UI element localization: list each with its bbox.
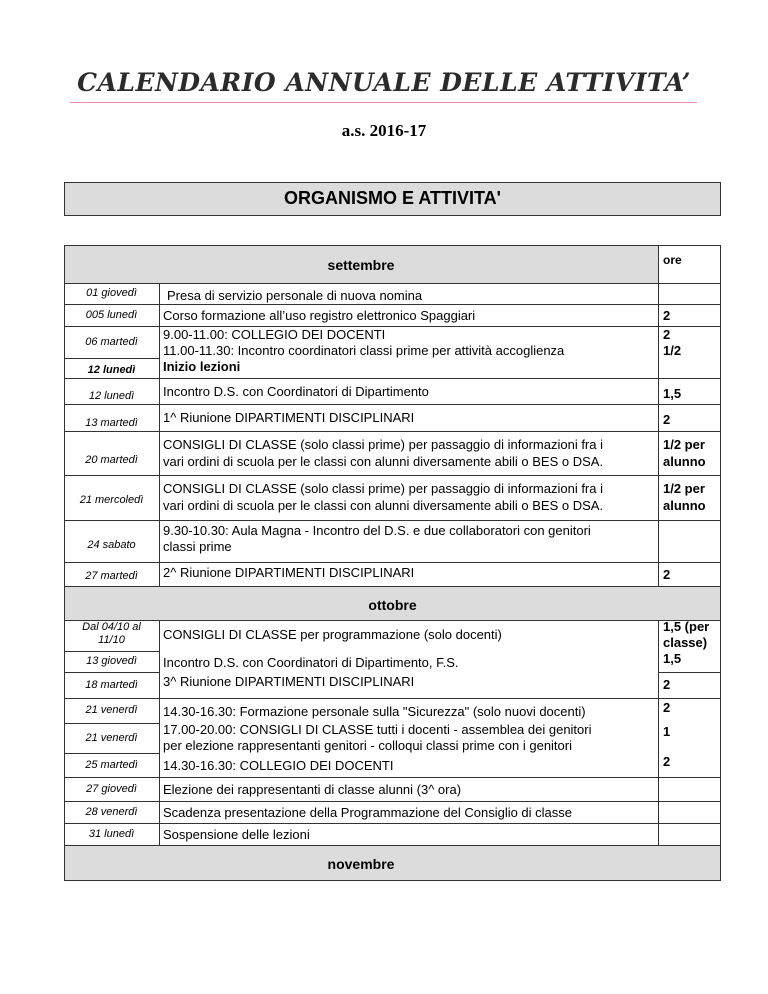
row-activity: Incontro D.S. con Coordinatori di Dipartimento bbox=[163, 384, 429, 399]
row-ore: 2 bbox=[663, 677, 671, 692]
row-date: 13 martedì bbox=[85, 417, 138, 429]
row-date: 24 sabato bbox=[87, 539, 136, 551]
row-ore: 1/2 per bbox=[663, 437, 705, 452]
row-activity: 17.00-20.00: CONSIGLI DI CLASSE tutti i docenti - assemblea dei genitori bbox=[163, 722, 592, 737]
row-activity: 2^ Riunione DIPARTIMENTI DISCIPLINARI bbox=[163, 565, 415, 580]
ore-header: ore bbox=[663, 253, 682, 267]
row-activity: Incontro D.S. con Coordinatori di Dipartimento, F.S. bbox=[163, 655, 459, 670]
row-date: 21 mercoledì bbox=[79, 494, 144, 506]
row-date: 18 martedì bbox=[85, 679, 138, 691]
row-ore: 1,5 bbox=[663, 651, 682, 666]
row-activity-line2: vari ordini di scuola per le classi con alunni diversamente abili o BES o DSA. bbox=[163, 498, 604, 513]
row-date: Dal 04/10 al bbox=[82, 621, 141, 633]
section-title: ORGANISMO E ATTIVITA' bbox=[284, 188, 501, 208]
row-ore: 2 bbox=[663, 327, 671, 342]
month-label: novembre bbox=[327, 856, 395, 872]
row-activity: 9.30-10.30: Aula Magna - Incontro del D.S. e due collaboratori con genitori bbox=[163, 523, 591, 538]
row-date-line2: 11/10 bbox=[98, 634, 125, 646]
month-label: ottobre bbox=[368, 597, 417, 613]
row-activity: CONSIGLI DI CLASSE per programmazione (solo docenti) bbox=[163, 627, 502, 642]
row-activity-line2: 11.00-11.30: Incontro coordinatori classi prime per attività accoglienza bbox=[163, 343, 565, 358]
row-ore: 2 bbox=[663, 412, 671, 427]
row-ore: 1,5 bbox=[663, 386, 682, 401]
row-ore: 1,5 (per bbox=[663, 619, 710, 634]
row-activity: 1^ Riunione DIPARTIMENTI DISCIPLINARI bbox=[163, 410, 415, 425]
row-ore: 1 bbox=[663, 724, 671, 739]
row-ore-line2: 1/2 bbox=[663, 343, 682, 358]
row-date: 28 venerdì bbox=[85, 806, 138, 818]
row-ore-line2: alunno bbox=[663, 454, 706, 469]
row-activity: Corso formazione all’uso registro elettronico Spaggiari bbox=[163, 308, 476, 323]
row-activity: Presa di servizio personale di nuova nomina bbox=[167, 288, 423, 303]
row-ore-line2: alunno bbox=[663, 498, 706, 513]
school-year: a.s. 2016-17 bbox=[341, 121, 427, 140]
row-date: 01 giovedì bbox=[86, 287, 137, 299]
row-activity-line2: vari ordini di scuola per le classi con alunni diversamente abili o BES o DSA. bbox=[163, 454, 604, 469]
row-activity: Inizio lezioni bbox=[163, 359, 241, 374]
row-ore: 2 bbox=[663, 754, 671, 769]
row-date: 21 venerdì bbox=[85, 704, 138, 716]
row-date: 25 martedì bbox=[85, 759, 138, 771]
row-date: 13 giovedì bbox=[86, 655, 137, 667]
row-date: 21 venerdì bbox=[85, 732, 138, 744]
row-activity: Scadenza presentazione della Programmazione del Consiglio di classe bbox=[163, 805, 573, 820]
row-activity-line2: classi prime bbox=[163, 539, 232, 554]
row-activity: 14.30-16.30: Formazione personale sulla "Sicurezza" (solo nuovi docenti) bbox=[163, 704, 586, 719]
row-date: 27 giovedì bbox=[86, 783, 137, 795]
row-ore: 2 bbox=[663, 308, 671, 323]
row-date: 005 lunedì bbox=[85, 309, 138, 321]
row-activity: 9.00-11.00: COLLEGIO DEI DOCENTI bbox=[163, 327, 386, 342]
row-ore: 1/2 per bbox=[663, 481, 705, 496]
row-ore-line2: classe) bbox=[663, 635, 708, 650]
row-date: 31 lunedì bbox=[88, 828, 135, 840]
row-ore: 2 bbox=[663, 567, 671, 582]
row-activity-line2: per elezione rappresentanti genitori - colloqui classi prime con i genitori bbox=[163, 738, 572, 753]
row-activity: 3^ Riunione DIPARTIMENTI DISCIPLINARI bbox=[163, 674, 415, 689]
row-activity: CONSIGLI DI CLASSE (solo classi prime) per passaggio di informazioni fra i bbox=[163, 437, 603, 452]
row-date: 12 lunedì bbox=[87, 364, 136, 376]
row-date: 12 lunedì bbox=[88, 390, 135, 402]
row-date: 06 martedì bbox=[85, 336, 138, 348]
row-ore: 2 bbox=[663, 700, 671, 715]
row-date: 20 martedì bbox=[85, 454, 138, 466]
document-title: CALENDARIO ANNUALE DELLE ATTIVITA’ bbox=[77, 68, 691, 97]
row-activity: 14.30-16.30: COLLEGIO DEI DOCENTI bbox=[163, 758, 394, 773]
row-activity: CONSIGLI DI CLASSE (solo classi prime) per passaggio di informazioni fra i bbox=[163, 481, 603, 496]
row-activity: Sospensione delle lezioni bbox=[163, 827, 310, 842]
row-date: 27 martedì bbox=[85, 570, 138, 582]
month-label: settembre bbox=[327, 257, 395, 273]
row-activity: Elezione dei rappresentanti di classe alunni (3^ ora) bbox=[163, 782, 462, 797]
